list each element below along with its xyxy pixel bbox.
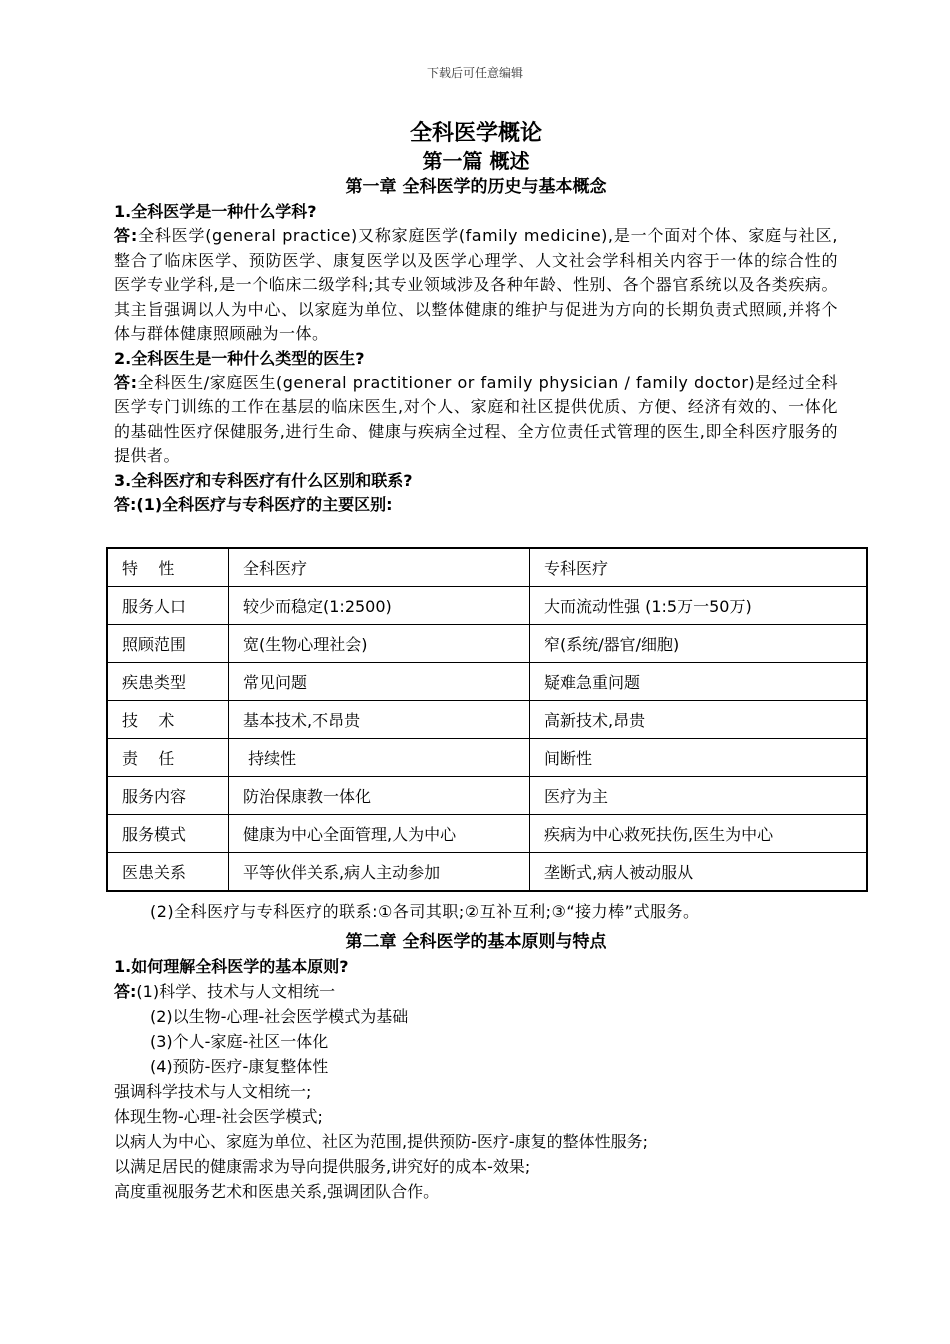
- specialist-cell: 垄断式,病人被动服从: [530, 853, 868, 892]
- table-row: [107, 701, 867, 739]
- note-item: 高度重视服务艺术和医患关系,强调团队合作。: [114, 1181, 440, 1201]
- table-row: [107, 739, 867, 777]
- feature-cell: 特 性: [107, 548, 229, 587]
- principle-item: (2)以生物-心理-社会医学模式为基础: [150, 1006, 409, 1026]
- answer-2: [114, 371, 838, 469]
- principle-item: (1)科学、技术与人文相统一: [136, 981, 336, 1001]
- specialist-cell: 窄(系统/器官/细胞): [530, 625, 868, 663]
- specialist-cell: 高新技术,昂贵: [530, 701, 868, 739]
- question-1: 1.全科医学是一种什么学科?: [114, 202, 317, 221]
- question-2: 2.全科医生是一种什么类型的医生?: [114, 348, 365, 368]
- table-row: [107, 777, 867, 815]
- document-title: 全科医学概论: [409, 121, 542, 146]
- note-item: 以满足居民的健康需求为导向提供服务,讲究好的成本-效果;: [114, 1156, 531, 1176]
- comparison-table: [106, 547, 868, 892]
- feature-cell: 医患关系: [107, 853, 229, 892]
- general-practice-cell: 宽(生物心理社会): [229, 625, 530, 663]
- feature-cell: 技 术: [107, 701, 229, 739]
- table-row: [107, 663, 867, 701]
- general-practice-cell: 全科医疗: [229, 548, 530, 587]
- general-practice-cell: 基本技术,不昂贵: [229, 701, 530, 739]
- general-practice-cell: 常见问题: [229, 663, 530, 701]
- specialist-cell: 疑难急重问题: [530, 663, 868, 701]
- general-practice-cell: 较少而稳定(1:2500): [229, 587, 530, 625]
- specialist-cell: 大而流动性强 (1:5万一50万): [530, 587, 868, 625]
- specialist-cell: 疾病为中心救死扶伤,医生为中心: [530, 815, 868, 853]
- relation-text: (2)全科医疗与专科医疗的联系:①各司其职;②互补互利;③“接力棒”式服务。: [150, 902, 700, 921]
- answer-text: 全科医学(general practice)又称家庭医学(family medicine),是一个面对个体、家庭与社区,整合了临床医学、预防医学、康复医学以及医学心理学、人文社会学科相关内容于一体的综合性的医学专业学科,是一个临床二级学科;其专业领域涉及各种年龄、性别、各个器官系统以及各类疾病。其主旨强调以人为中心、以家庭为单位、以整体健康的维护与促进为方向的长期负责式照顾,并将个体与群体健康照顾融为一体。: [114, 226, 838, 343]
- specialist-cell: 专科医疗: [530, 548, 868, 587]
- specialist-cell: 医疗为主: [530, 777, 868, 815]
- document-body: [114, 120, 838, 517]
- table-row: [107, 853, 867, 892]
- general-practice-cell: 持续性: [229, 739, 530, 777]
- chapter1-title: 第一章 全科医学的历史与基本概念: [345, 177, 607, 197]
- general-practice-cell: 防治保康教一体化: [229, 777, 530, 815]
- table-row: [107, 625, 867, 663]
- page-header-note: 下载后可任意编辑: [426, 66, 523, 80]
- answer-label: 答:: [114, 226, 138, 245]
- feature-cell: 责 任: [107, 739, 229, 777]
- general-practice-cell: 健康为中心全面管理,人为中心: [229, 815, 530, 853]
- table-header-row: [107, 548, 867, 587]
- part-title: 第一篇 概述: [422, 149, 530, 173]
- chapter2-title: 第二章 全科医学的基本原则与特点: [345, 931, 607, 952]
- note-item: 强调科学技术与人文相统一;: [114, 1081, 312, 1101]
- table-row: [107, 815, 867, 853]
- answer-3-heading: 答:(1)全科医疗与专科医疗的主要区别:: [114, 494, 393, 514]
- answer-label: 答:: [114, 981, 137, 1001]
- feature-cell: 服务模式: [107, 815, 229, 853]
- feature-cell: 服务内容: [107, 777, 229, 815]
- general-practice-cell: 平等伙伴关系,病人主动参加: [229, 853, 530, 892]
- principle-line: [114, 979, 838, 1004]
- question-3: 3.全科医疗和专科医疗有什么区别和联系?: [114, 470, 413, 490]
- chapter2-question-1: 1.如何理解全科医学的基本原则?: [114, 956, 349, 976]
- feature-cell: 服务人口: [107, 587, 229, 625]
- specialist-cell: 间断性: [530, 739, 868, 777]
- document-body-continued: [114, 900, 838, 1204]
- principle-item: (3)个人-家庭-社区一体化: [150, 1031, 329, 1051]
- table-row: [107, 587, 867, 625]
- answer-text: 全科医生/家庭医生(general practitioner or family physician / family doctor)是经过全科医学专门训练的工作在基层的临床医生,对个人、家庭和社区提供优质、方便、经济有效的、一体化的基础性医疗保健服务,进行生命、健康与疾病全过程、全方位责任式管理的医生,即全科医疗服务的提供者。: [114, 372, 838, 465]
- principle-item: (4)预防-医疗-康复整体性: [150, 1056, 329, 1076]
- feature-cell: 疾患类型: [107, 663, 229, 701]
- note-item: 体现生物-心理-社会医学模式;: [114, 1106, 323, 1126]
- answer-1: [114, 224, 838, 347]
- answer-label: 答:: [114, 372, 138, 392]
- note-item: 以病人为中心、家庭为单位、社区为范围,提供预防-医疗-康复的整体性服务;: [114, 1131, 649, 1151]
- feature-cell: 照顾范围: [107, 625, 229, 663]
